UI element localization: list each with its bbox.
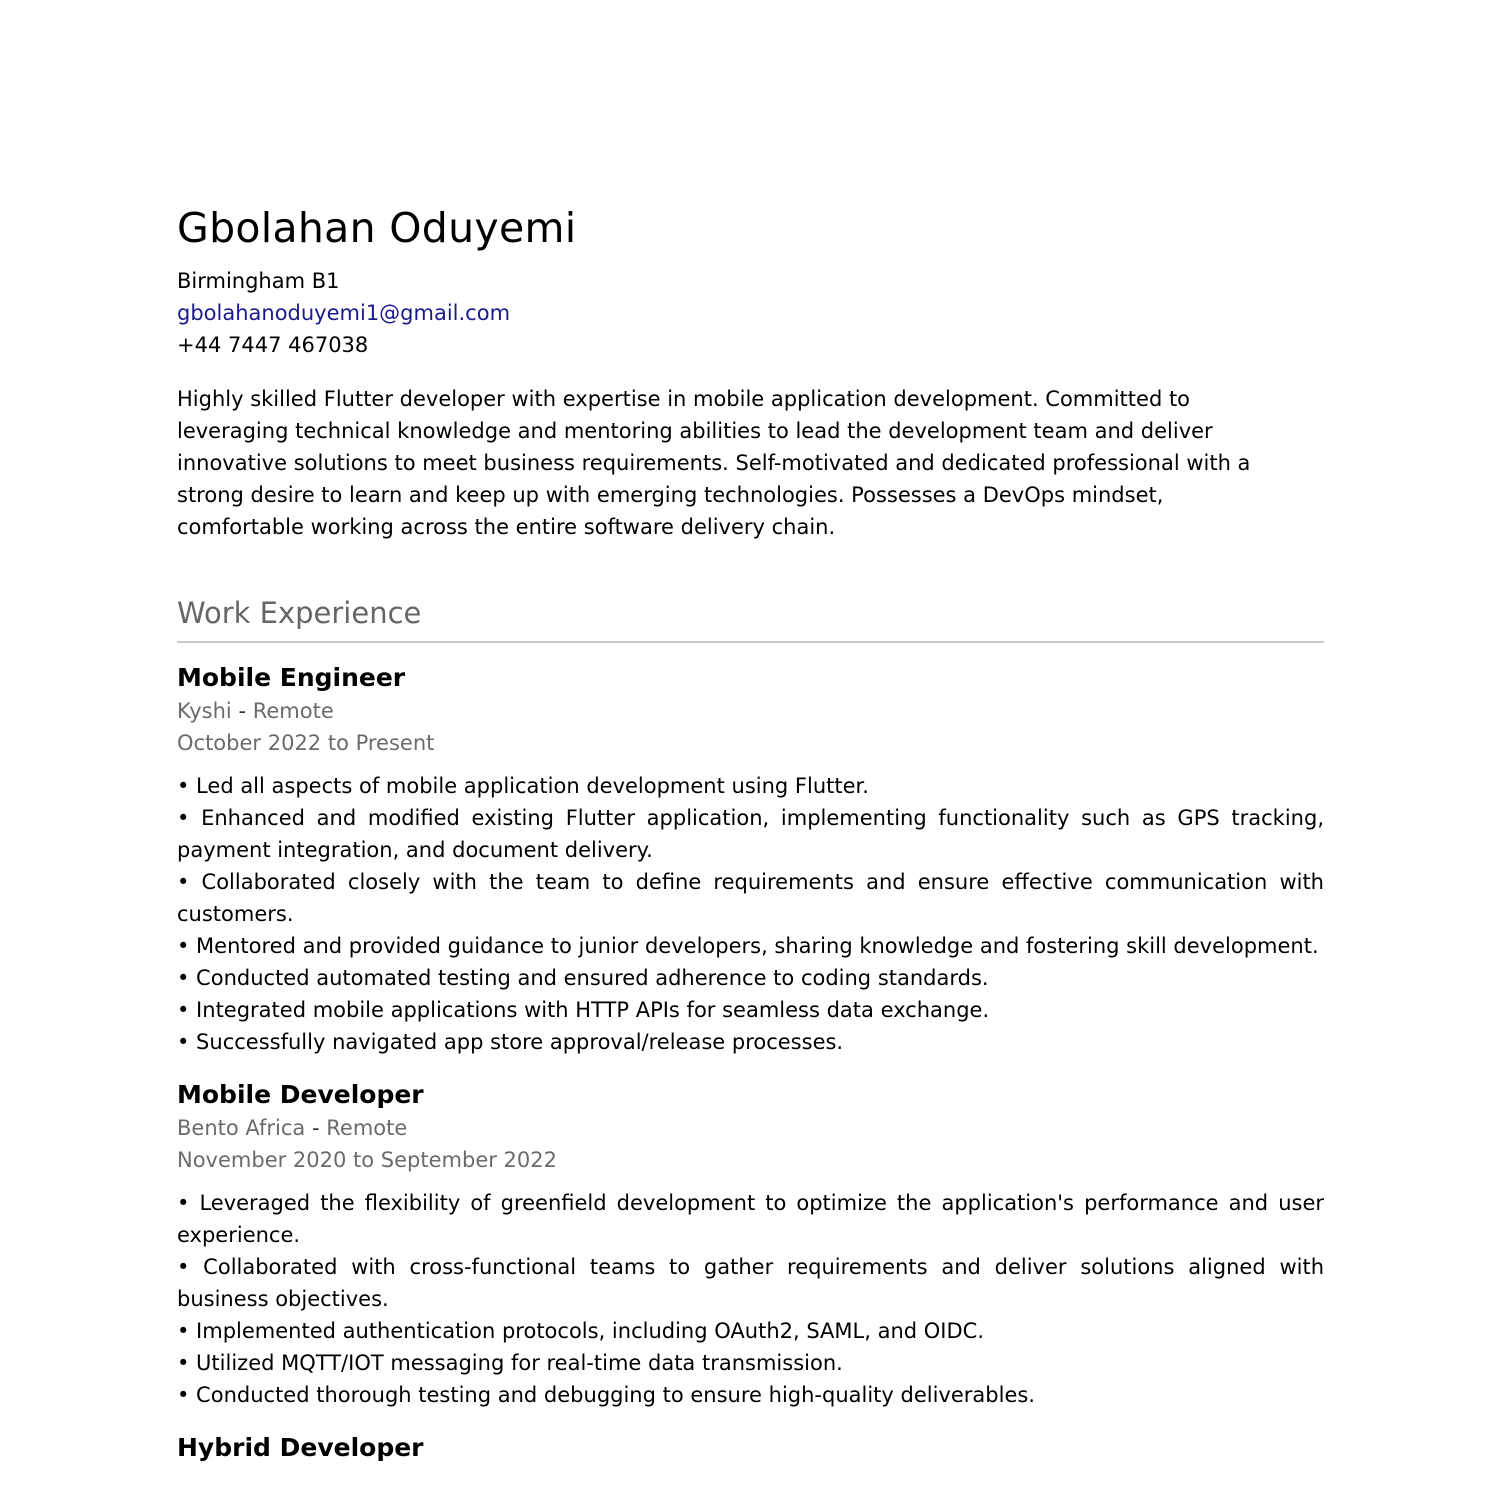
job-title: Mobile Engineer [177,663,406,692]
job-bullet: • Mentored and provided guidance to junior developers, sharing knowledge and fostering skill development. [177,934,1319,958]
job-bullet-list [177,770,1324,1058]
job-bullet: • Enhanced and modified existing Flutter application, implementing functionality such as GPS tracking, payment integration, and document delivery. [177,806,1324,862]
job-bullet: • Leveraged the flexibility of greenfield development to optimize the application's performance and user experience. [177,1191,1324,1247]
job-title: Hybrid Developer [177,1433,424,1462]
job-bullet: • Successfully navigated app store approval/release processes. [177,1030,844,1054]
job-bullet: • Implemented authentication protocols, including OAuth2, SAML, and OIDC. [177,1319,985,1343]
job-bullet: • Led all aspects of mobile application development using Flutter. [177,774,869,798]
job-dates: November 2020 to September 2022 [177,1148,557,1172]
job-separator: - [311,1116,320,1140]
professional-summary: Highly skilled Flutter developer with expertise in mobile application development. Committed to leveraging technical knowledge and mentoring abilities to lead the development team and deliver innovative solutions to meet business requirements. Self-motivated and dedicated professional with a strong desire to learn and keep up with emerging technologies. Possesses a DevOps mindset, comfortable working across the entire software delivery chain. [177,387,1251,539]
section-divider [177,641,1324,643]
job-entry [177,661,1324,1058]
job-location: Remote [326,1116,408,1140]
job-title: Mobile Developer [177,1080,424,1109]
email-link[interactable]: gbolahanoduyemi1@gmail.com [177,301,511,325]
job-company-location [177,695,1324,727]
job-bullet: • Conducted thorough testing and debugging to ensure high-quality deliverables. [177,1383,1035,1407]
resume-header [177,203,1324,361]
job-company: Kyshi [177,699,232,723]
job-entry [177,1078,1324,1411]
job-bullet: • Collaborated with cross-functional teams to gather requirements and deliver solutions aligned with business objectives. [177,1255,1324,1311]
job-bullet: • Conducted automated testing and ensured adherence to coding standards. [177,966,989,990]
job-dates: October 2022 to Present [177,731,435,755]
job-bullet-list [177,1187,1324,1411]
resume-page [177,203,1324,1465]
candidate-name: Gbolahan Oduyemi [177,204,577,252]
job-bullet: • Integrated mobile applications with HTTP APIs for seamless data exchange. [177,998,990,1022]
phone-text: +44 7447 467038 [177,333,369,357]
job-entry [177,1431,1324,1465]
job-bullet: • Utilized MQTT/IOT messaging for real-time data transmission. [177,1351,843,1375]
job-company-location [177,1112,1324,1144]
job-company: Bento Africa [177,1116,306,1140]
section-title-work-experience: Work Experience [177,596,422,630]
location-text: Birmingham B1 [177,269,340,293]
job-separator: - [238,699,247,723]
job-bullet: • Collaborated closely with the team to define requirements and ensure effective communication with customers. [177,870,1324,926]
work-experience-section [177,593,1324,1465]
job-location: Remote [252,699,334,723]
